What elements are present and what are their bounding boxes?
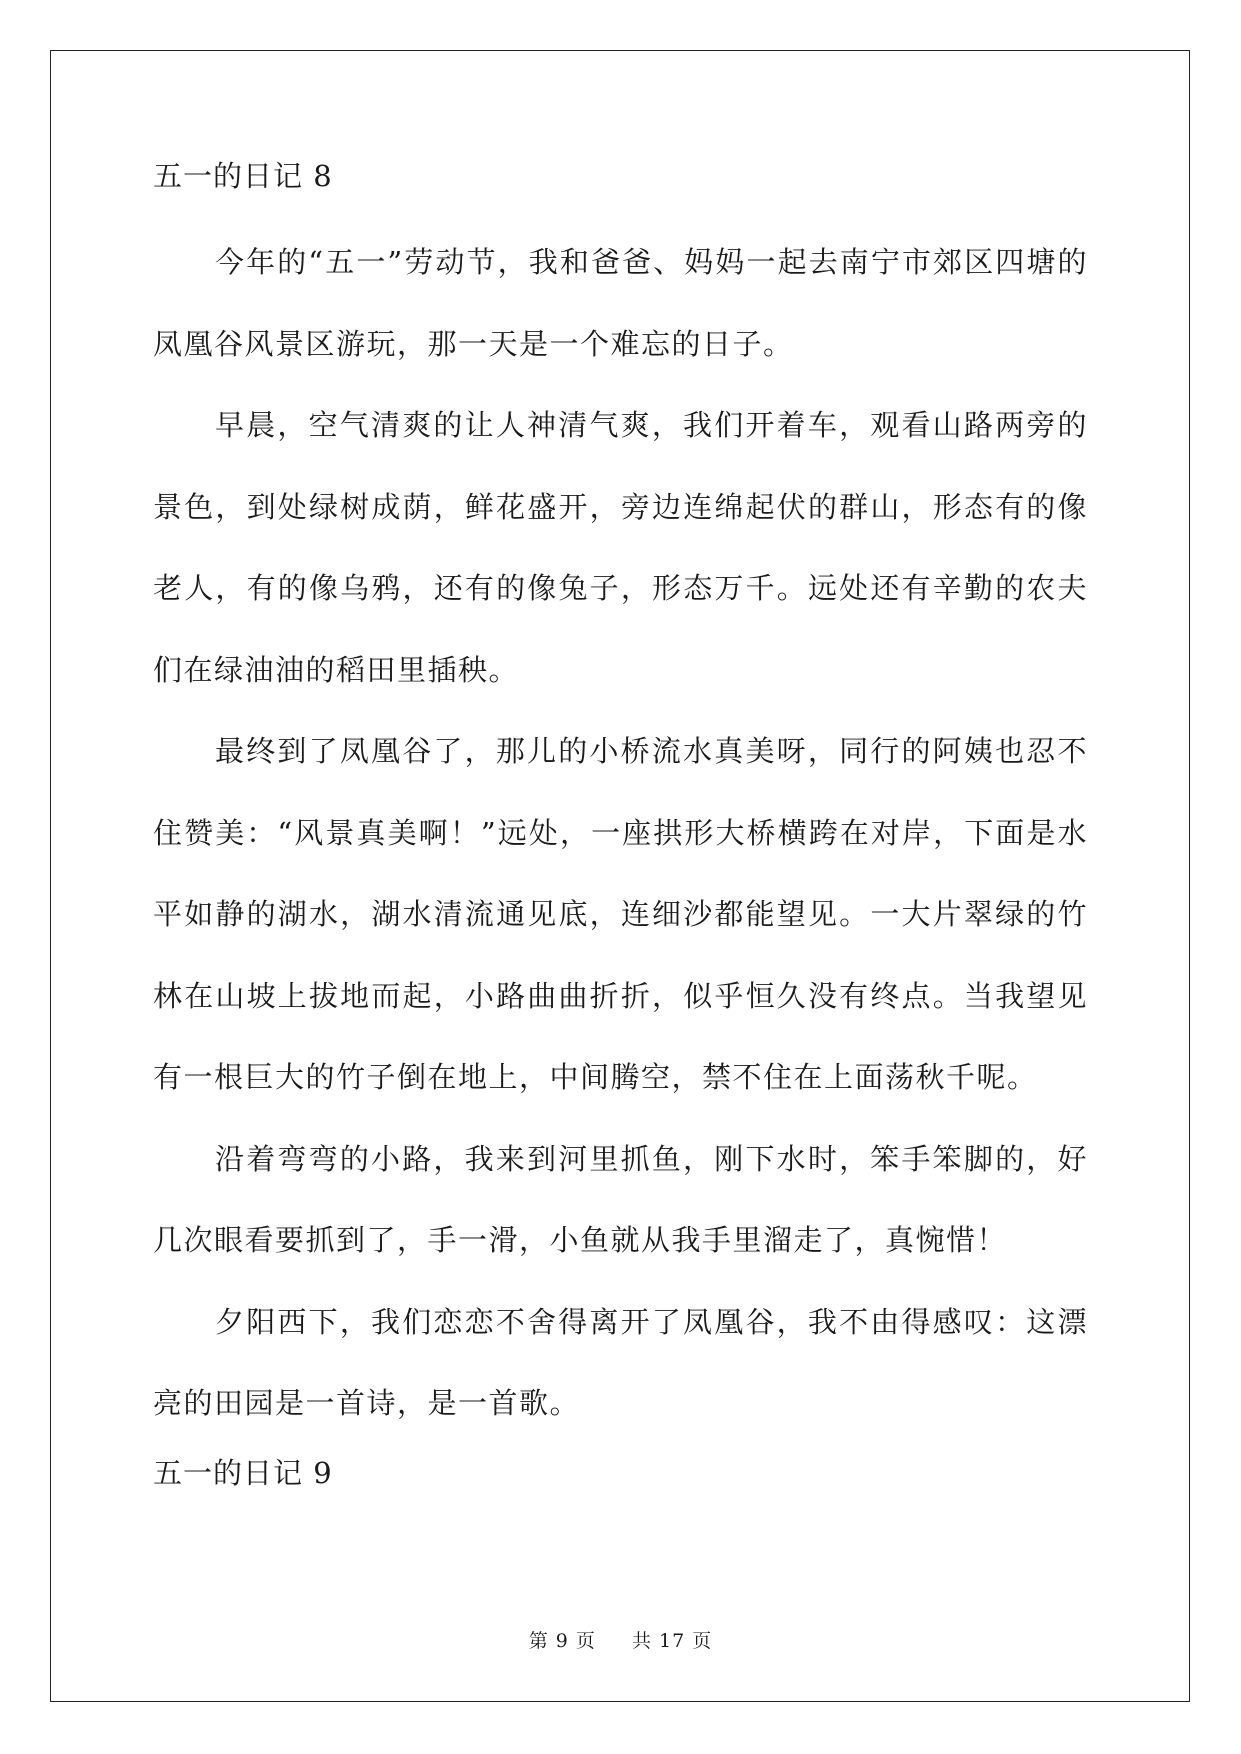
paragraph: 最终到了凤凰谷了，那儿的小桥流水真美呀，同行的阿姨也忍不住赞美：“风景真美啊！”远处，一座拱形大桥横跨在对岸，下面是水平如静的湖水，湖水清流通见底，连细沙都能望见。一大片翠绿的竹林在山坡上拔地而起，小路曲曲折折，似乎恒久没有终点。当我望见有一根巨大的竹子倒在地上，中间腾空，禁不住在上面荡秋千呢。 (153, 734, 1088, 1094)
page-number: 第 9 页 (528, 1630, 596, 1652)
paragraph: 早晨，空气清爽的让人神清气爽，我们开着车，观看山路两旁的景色，到处绿树成荫，鲜花盛开，旁边连绵起伏的群山，形态有的像老人，有的像乌鸦，还有的像兔子，形态万千。远处还有辛勤的农夫们在绿油油的稻田里插秧。 (153, 408, 1088, 687)
page-footer (0, 1629, 1241, 1653)
paragraph: 夕阳西下，我们恋恋不舍得离开了凤凰谷，我不由得感叹：这漂亮的田园是一首诗，是一首歌。 (153, 1304, 1088, 1420)
document-body (153, 158, 1088, 1491)
section-title: 五一的日记 8 (153, 159, 333, 193)
section-title: 五一的日记 9 (153, 1455, 333, 1490)
page-total: 共 17 页 (632, 1630, 713, 1652)
paragraph: 今年的“五一”劳动节，我和爸爸、妈妈一起去南宁市郊区四塘的凤凰谷风景区游玩，那一天是一个难忘的日子。 (153, 245, 1088, 361)
paragraph: 沿着弯弯的小路，我来到河里抓鱼，刚下水时，笨手笨脚的，好几次眼看要抓到了，手一滑，小鱼就从我手里溜走了，真惋惜！ (153, 1141, 1088, 1257)
